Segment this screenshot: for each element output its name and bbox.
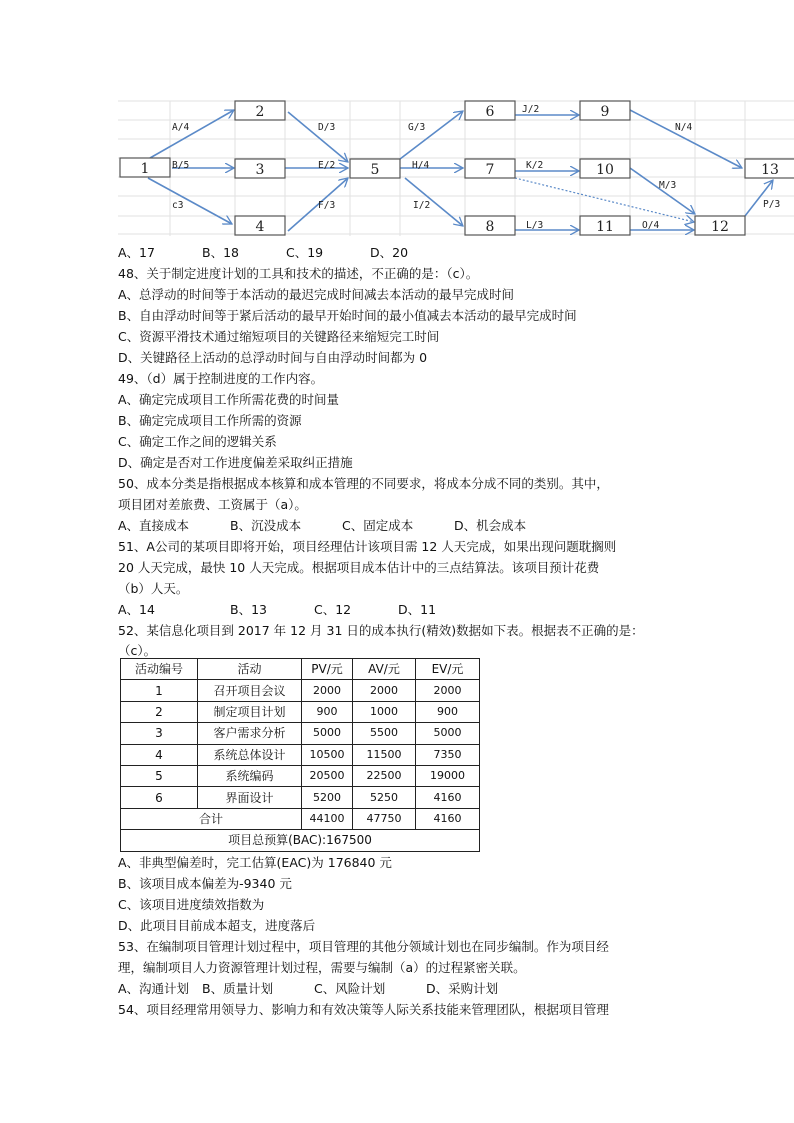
- table-cell: 5000: [302, 723, 353, 744]
- node-4: [235, 216, 285, 235]
- option-b: B、13: [230, 602, 267, 617]
- option-c: C、该项目进度绩效指数为: [118, 897, 265, 912]
- option-d: D、关键路径上活动的总浮动时间与自由浮动时间都为 0: [118, 350, 428, 365]
- edge-label: P/3: [763, 199, 781, 210]
- node-label: 9: [600, 104, 610, 120]
- option-a: A、总浮动的时间等于本活动的最迟完成时间减去本活动的最早完成时间: [118, 287, 515, 302]
- edge-label: M/3: [659, 180, 677, 191]
- node-label: 1: [140, 161, 150, 177]
- question-51: 51、A公司的某项目即将开始，项目经理估计该项目需 12 人天完成，如果出现问题耽搁则: [118, 539, 617, 554]
- table-cell: 5200: [302, 787, 353, 808]
- table-cell: 900: [302, 701, 353, 722]
- node-label: 3: [255, 162, 265, 178]
- table-cell: 界面设计: [198, 787, 302, 808]
- node-label: 10: [596, 162, 614, 178]
- option-b: B、质量计划: [202, 981, 274, 996]
- option-d: D、20: [370, 245, 409, 260]
- option-b: B、18: [202, 245, 239, 260]
- table-cell: 19000: [416, 765, 480, 786]
- table-cell: 制定项目计划: [198, 701, 302, 722]
- question-51-cont: 20 人天完成，最快 10 人天完成。根据项目成本估计中的三点结算法。该项目预计花费: [118, 560, 600, 575]
- table-cell: 10500: [302, 744, 353, 765]
- node-6: [465, 101, 515, 120]
- table-cell: 20500: [302, 765, 353, 786]
- table-cell: 4: [121, 744, 198, 765]
- edge-label: I/2: [413, 200, 431, 211]
- table-cell: 11500: [353, 744, 416, 765]
- option-c: C、资源平滑技术通过缩短项目的关键路径来缩短完工时间: [118, 329, 440, 344]
- node-label: 5: [370, 162, 380, 178]
- node-label: 4: [255, 219, 265, 235]
- table-row: [121, 787, 480, 808]
- option-b: B、确定完成项目工作所需的资源: [118, 413, 302, 428]
- edge-label: F/3: [318, 200, 336, 211]
- table-cell: 6: [121, 787, 198, 808]
- node-11: [580, 216, 630, 235]
- question-53: 53、在编制项目管理计划过程中，项目管理的其他分领域计划也在同步编制。作为项目经: [118, 939, 609, 954]
- table-cell: 5: [121, 765, 198, 786]
- node-label: 12: [711, 219, 729, 235]
- option-d: D、机会成本: [454, 518, 527, 533]
- arrow: [630, 168, 695, 214]
- option-d: D、此项目目前成本超支，进度落后: [118, 918, 316, 933]
- table-bac-row: [121, 830, 480, 851]
- q47-options: [118, 242, 408, 263]
- option-d: D、采购计划: [426, 981, 499, 996]
- edge-label: E/2: [318, 160, 336, 171]
- option-a: A、确定完成项目工作所需花费的时间量: [118, 392, 340, 407]
- option-a: A、非典型偏差时，完工估算(EAC)为 176840 元: [118, 855, 392, 870]
- table-cell: 客户需求分析: [198, 723, 302, 744]
- arrow: [148, 178, 232, 224]
- node-10: [580, 159, 630, 178]
- question-48: 48、关于制定进度计划的工具和技术的描述，不正确的是：（c）。: [118, 266, 479, 281]
- q51-options: [118, 599, 436, 620]
- node-8: [465, 216, 515, 235]
- network-diagram: [0, 0, 794, 245]
- table-cell: 1000: [353, 701, 416, 722]
- total-av: 47750: [353, 808, 416, 829]
- edge-label: B/5: [172, 160, 190, 171]
- header-cell: AV/元: [353, 659, 416, 680]
- edge-label: D/3: [318, 122, 336, 133]
- arrow: [400, 111, 463, 159]
- edge-label: N/4: [675, 122, 693, 133]
- table-cell: 1: [121, 680, 198, 701]
- table-cell: 召开项目会议: [198, 680, 302, 701]
- node-1: [120, 158, 170, 177]
- node-label: 13: [761, 162, 779, 178]
- node-label: 8: [485, 219, 495, 235]
- question-49: 49、（d）属于控制进度的工作内容。: [118, 371, 324, 386]
- table-cell: 22500: [353, 765, 416, 786]
- option-d: D、11: [398, 602, 437, 617]
- edge-label: K/2: [526, 160, 544, 171]
- node-label: 6: [485, 104, 495, 120]
- option-b: B、沉没成本: [230, 518, 302, 533]
- table-cell: 5500: [353, 723, 416, 744]
- question-54: 54、项目经理常用领导力、影响力和有效决策等人际关系技能来管理团队，根据项目管理: [118, 1002, 609, 1017]
- option-c: C、19: [286, 245, 324, 260]
- edge-label: O/4: [642, 220, 660, 231]
- option-a: A、17: [118, 245, 155, 260]
- question-50-cont: 项目团对差旅费、工资属于（a）。: [118, 497, 307, 512]
- table-cell: 系统编码: [198, 765, 302, 786]
- option-b: B、该项目成本偏差为-9340 元: [118, 876, 292, 891]
- option-b: B、自由浮动时间等于紧后活动的最早开始时间的最小值减去本活动的最早完成时间: [118, 308, 577, 323]
- node-5: [350, 159, 400, 178]
- option-c: C、确定工作之间的逻辑关系: [118, 434, 277, 449]
- table-header: [121, 659, 480, 680]
- edge-label: A/4: [172, 122, 190, 133]
- node-3: [235, 159, 285, 178]
- table-cell: 2000: [353, 680, 416, 701]
- header-cell: PV/元: [302, 659, 353, 680]
- node-2: [235, 101, 285, 120]
- table-row: [121, 680, 480, 701]
- option-a: A、沟通计划: [118, 981, 190, 996]
- total-ev: 4160: [416, 808, 480, 829]
- header-cell: 活动: [198, 659, 302, 680]
- table-row: [121, 744, 480, 765]
- option-c: C、固定成本: [342, 518, 414, 533]
- question-51-cont2: （b）人天。: [118, 581, 189, 596]
- edge-label: J/2: [522, 104, 540, 115]
- question-53-cont: 理，编制项目人力资源管理计划过程，需要与编制（a）的过程紧密关联。: [118, 960, 526, 975]
- option-a: A、直接成本: [118, 518, 190, 533]
- table-cell: 2: [121, 701, 198, 722]
- table-row: [121, 765, 480, 786]
- table-cell: 4160: [416, 787, 480, 808]
- arrow: [745, 180, 773, 216]
- table-cell: 2000: [416, 680, 480, 701]
- node-9: [580, 101, 630, 120]
- total-pv: 44100: [302, 808, 353, 829]
- q53-options: [118, 978, 498, 999]
- question-52-cont: （c）。: [118, 643, 157, 658]
- edge-label: c3: [172, 200, 184, 211]
- table-cell: 2000: [302, 680, 353, 701]
- edge-label: G/3: [408, 122, 426, 133]
- option-a: A、14: [118, 602, 155, 617]
- total-label: 合计: [121, 808, 302, 829]
- option-d: D、确定是否对工作进度偏差采取纠正措施: [118, 455, 353, 470]
- option-c: C、12: [314, 602, 352, 617]
- option-c: C、风险计划: [314, 981, 386, 996]
- table-cell: 3: [121, 723, 198, 744]
- node-12: [695, 216, 745, 235]
- node-label: 7: [485, 162, 495, 178]
- table-cell: 系统总体设计: [198, 744, 302, 765]
- table-row: [121, 701, 480, 722]
- question-50: 50、成本分类是指根据成本核算和成本管理的不同要求，将成本分成不同的类别。其中，: [118, 476, 609, 491]
- node-label: 11: [596, 219, 614, 235]
- header-cell: 活动编号: [121, 659, 198, 680]
- edge-label: L/3: [526, 220, 544, 231]
- bac-cell: 项目总预算(BAC):167500: [121, 830, 480, 851]
- table-cell: 900: [416, 701, 480, 722]
- node-13: [745, 159, 794, 178]
- q50-options: [118, 515, 526, 536]
- edge-label: H/4: [412, 160, 430, 171]
- header-cell: EV/元: [416, 659, 480, 680]
- node-7: [465, 159, 515, 178]
- node-label: 2: [255, 104, 265, 120]
- arrow: [150, 110, 234, 158]
- table-cell: 5250: [353, 787, 416, 808]
- cost-table: [120, 658, 480, 852]
- table-row: [121, 723, 480, 744]
- table-cell: 5000: [416, 723, 480, 744]
- table-total-row: [121, 808, 480, 829]
- table-cell: 7350: [416, 744, 480, 765]
- question-52: 52、某信息化项目到 2017 年 12 月 31 日的成本执行(精效)数据如下表。根据表不正确的是：: [118, 623, 644, 638]
